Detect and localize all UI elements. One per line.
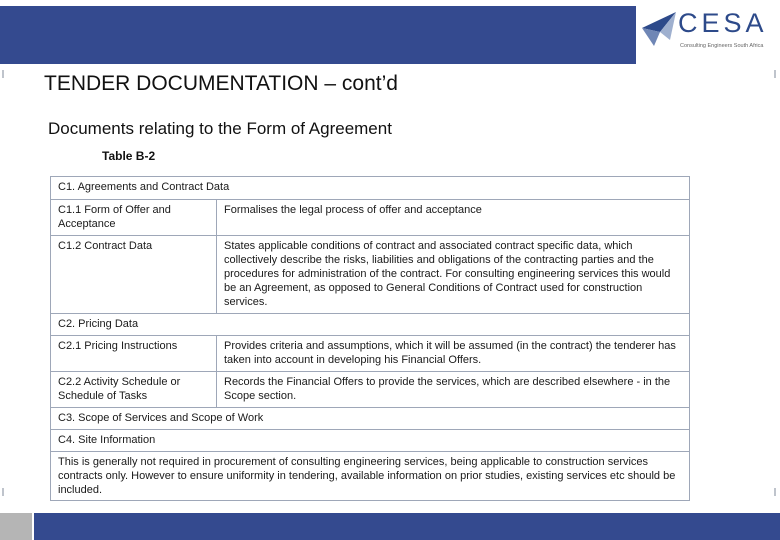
document-name: C2.1 Pricing Instructions <box>51 336 217 371</box>
document-description: Formalises the legal process of offer and acceptance <box>224 204 482 216</box>
edge-mark <box>774 70 776 78</box>
slide-subtitle: Documents relating to the Form of Agreement <box>48 119 392 138</box>
document-description: States applicable conditions of contract and associated contract specific data, which collectively describe the risks, liabilities and obligations of the contracting parties and the procedures for administration of the contract. For consulting engineering services this would be an Agreement, as opposed to General Conditions of Contract used for construction services. <box>224 240 671 308</box>
cesa-logo <box>640 8 776 56</box>
document-name: C1.2 Contract Data <box>51 236 217 313</box>
table-row <box>51 335 689 371</box>
section-heading: C4. Site Information <box>58 434 156 446</box>
note-text: This is generally not required in procurement of consulting engineering services, being applicable to construction services contracts only. However to ensure uniformity in tendering, available information on prior studies, existing services etc should be included. <box>58 456 676 496</box>
edge-mark <box>774 488 776 496</box>
logo-tagline: Consulting Engineers South Africa <box>680 43 764 49</box>
slide-title: TENDER DOCUMENTATION – cont’d <box>44 72 398 95</box>
table-row <box>51 407 689 429</box>
header-band <box>0 6 636 64</box>
table-row <box>51 451 689 500</box>
table-row <box>51 177 689 199</box>
section-heading: C1. Agreements and Contract Data <box>58 181 230 193</box>
edge-mark <box>2 70 4 78</box>
table-row <box>51 429 689 451</box>
table-row <box>51 235 689 313</box>
table-row <box>51 313 689 335</box>
document-description: Provides criteria and assumptions, which it will be assumed (in the contract) the tenderer has taken into account in developing his Financial Offers. <box>224 340 676 366</box>
table-row <box>51 199 689 235</box>
table-label: Table B-2 <box>102 149 156 163</box>
document-description: Records the Financial Offers to provide the services, which are described elsewhere - in the Scope section. <box>224 376 671 402</box>
compass-star-icon <box>640 10 678 50</box>
footer-band <box>34 513 780 540</box>
section-heading: C2. Pricing Data <box>58 318 139 330</box>
edge-mark <box>2 488 4 496</box>
logo-wordmark: CESA <box>678 8 768 38</box>
documents-table <box>50 176 690 501</box>
footer-accent <box>0 513 32 540</box>
table-row <box>51 371 689 407</box>
document-name: C1.1 Form of Offer and Acceptance <box>51 200 217 235</box>
section-heading: C3. Scope of Services and Scope of Work <box>58 412 264 424</box>
document-name: C2.2 Activity Schedule or Schedule of Tasks <box>51 372 217 407</box>
